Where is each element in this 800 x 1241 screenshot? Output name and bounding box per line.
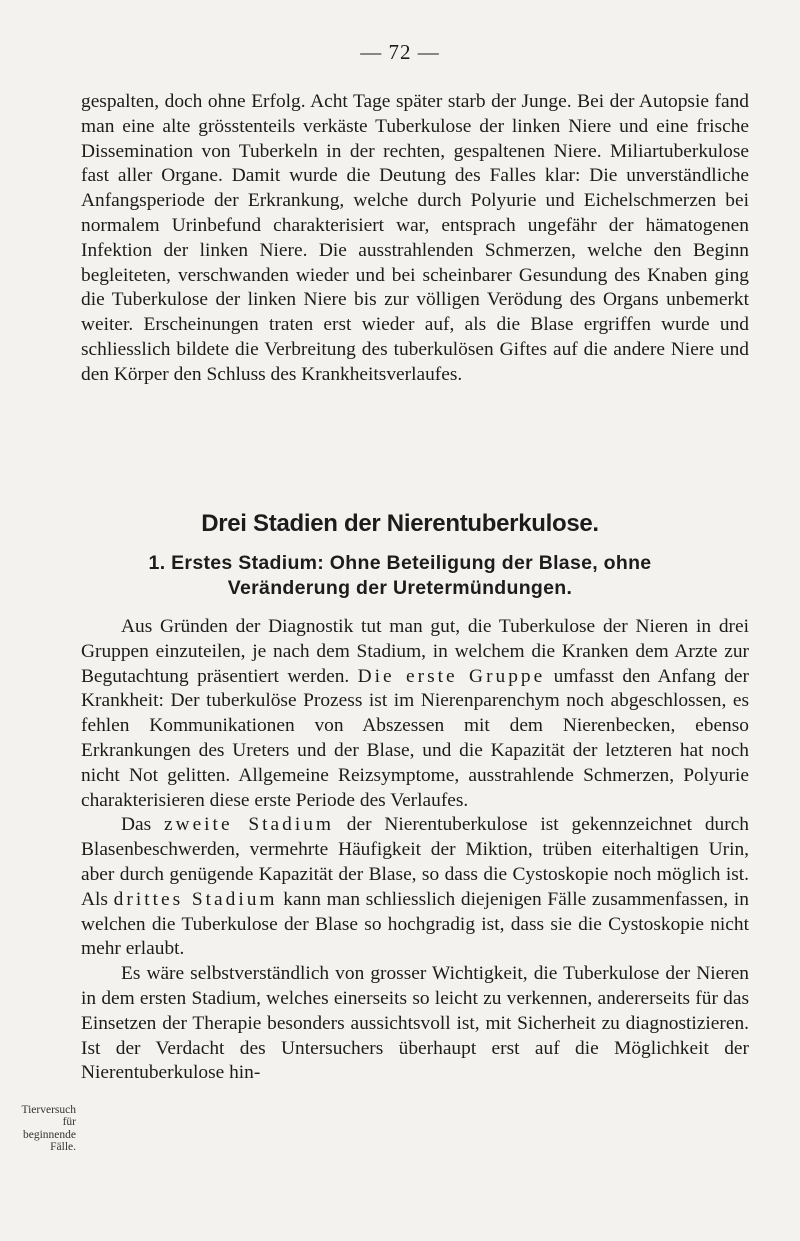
paragraph-stages-part-1: Das xyxy=(121,814,164,836)
emphasis-third-stage: drittes Stadium xyxy=(113,888,278,910)
paragraph-second-third-stage xyxy=(81,813,749,962)
paragraph-first-stage-part-2: umfasst den Anfang der Krankheit: Der tuberkulöse Prozess ist im Nierenparenchym noch abgeschlossen, es fehlen Kommunikationen von Abszessen mit dem Nierenbecken, ebenso Erkrankungen des Ureters und der Blase, und die Kapazität der letzteren hat noch nicht Not gelitten. Allgemeine Reizsymptome, ausstrahlende Schmerzen, Polyurie charakterisieren diese erste Periode des Verlaufes. xyxy=(81,665,749,811)
paragraph-stages-part-3: kann man schliesslich diejenigen Fälle zusammenfassen, in welchen die Tuberkulose der Blase so hochgradig ist, dass sie die Cystoskopie nicht mehr erlaubt. xyxy=(81,888,749,960)
subsection-heading-line-1: 1. Erstes Stadium: Ohne Beteiligung der Blase, ohne xyxy=(148,552,652,574)
subsection-heading-line-2: Veränderung der Uretermündungen. xyxy=(227,577,573,599)
section-heading: Drei Stadien der Nierentuberkulose. xyxy=(201,510,599,537)
emphasis-second-stage: zweite Stadium xyxy=(163,814,334,836)
subsection-heading xyxy=(0,551,800,601)
margin-note-early-cases: beginnende Fälle. xyxy=(22,1129,76,1153)
paragraph-stages-part-2: der Nierentuberkulose ist gekennzeichnet durch Blasenbeschwerden, vermehrte Häufigkeit der Miktion, trüben eiterhaltigen Urin, aber durch genügende Kapazität der Blase, so dass die Cystoskopie noch möglich ist. Als xyxy=(81,814,749,910)
margin-note-animal-test: Tierversuch für xyxy=(21,1104,76,1128)
paragraph-first-stage-part-1: Aus Gründen der Diagnostik tut man gut, die Tuberkulose der Nieren in drei Gruppen einzuteilen, je nach dem Stadium, in welchem die Kranken dem Arzte zur Begutachtung präsentiert werden. xyxy=(81,616,749,687)
section-body xyxy=(81,615,749,1086)
paragraph-diagnosis: Es wäre selbstverständlich von grosser Wichtigkeit, die Tuberkulose der Nieren in dem ersten Stadium, welches einerseits so leicht zu verkennen, andererseits für das Einsetzen der Therapie besonders aussichtsvoll ist, mit Sicherheit zu diagnostizieren. Ist der Verdacht des Untersuchers überhaupt erst auf die Möglichkeit der Nierentuberkulose hin- xyxy=(81,963,749,1084)
emphasis-first-group: Die erste Gruppe xyxy=(357,665,546,687)
intro-paragraph xyxy=(81,90,749,388)
intro-paragraph-text: gespalten, doch ohne Erfolg. Acht Tage später starb der Junge. Bei der Autopsie fand man eine alte grösstenteils verkäste Tuberkulose der linken Niere und eine frische Dissemination von Tuberkeln in der rechten, gespaltenen Niere. Miliartuberkulose fast aller Organe. Damit wurde die Deutung des Falles klar: Die unverständliche Anfangsperiode der Erkrankung, welche durch Polyurie und Eichelschmerzen bei normalem Urinbefund charakterisiert war, entsprach ungefähr der hämatogenen Infektion der linken Niere. Die ausstrahlenden Schmerzen, welche den Beginn begleiteten, verschwanden wieder und bei scheinbarer Gesundung des Knaben ging die Tuberkulose der linken Niere bis zur völligen Verödung des Organs unbemerkt weiter. Erscheinungen traten erst wieder auf, als die Blase ergriffen wurde und schliesslich bildete die Verbreitung des tuberkulösen Giftes auf die andere Niere und den Körper den Schluss des Krankheitsverlaufes. xyxy=(81,91,749,385)
paragraph-first-stage xyxy=(81,615,749,813)
page-number: — 72 — xyxy=(360,40,440,64)
